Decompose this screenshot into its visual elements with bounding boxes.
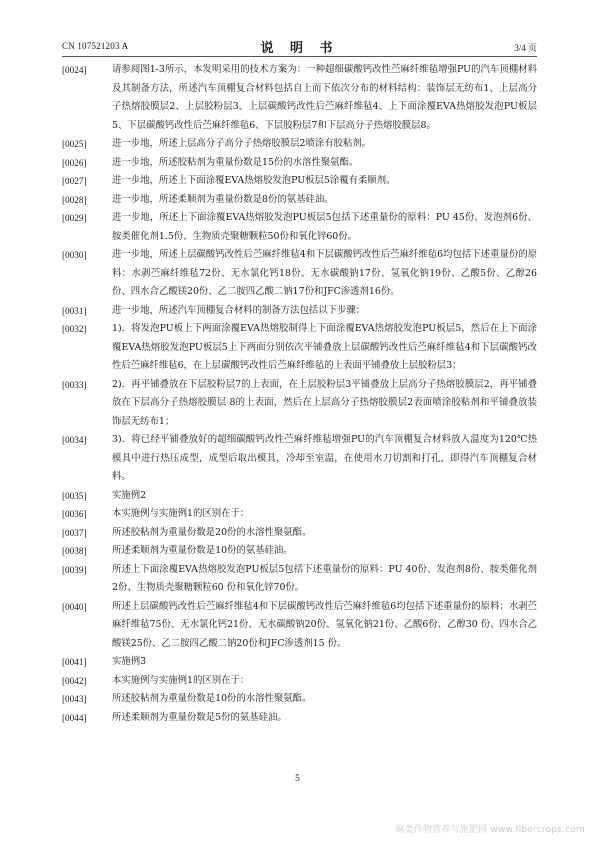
paragraph-text: 所述柔顺剂为重量份数是10份的氨基硅油。	[112, 545, 293, 556]
paragraph-text: 实施例2	[112, 489, 147, 501]
paragraph-text: 进一步地，所述上层碳酸钙改性后苎麻纤维毡4和下层碳酸钙改性后苎麻纤维毡6均包括下述重量份的原料：水剥苎麻纤维毡72份、无水氯化钙18份、无水碳酸钠17份、氢氧化钠19份、乙酸5份、乙醇26份、四水合乙酸镁20份、乙二胺四乙酸二钠17份和JFC渗透剂16份。	[112, 249, 537, 297]
paragraph-text: 进一步地，所述胶粘剂为重量份数是15份的水溶性聚氨酯。	[112, 156, 359, 168]
paragraph-number: [0043]	[62, 694, 87, 704]
paragraph-number: [0038]	[62, 546, 87, 556]
paragraph-text: 所述上层碳酸钙改性后苎麻纤维毡4和下层碳酸钙改性后苎麻纤维毡6均包括下述重量份的原料：水剥苎麻纤维毡75份、无水氯化钙21份、无水碳酸钠20份、氢氧化钠21份、乙酸6份、乙醇30 份、四水合乙酸镁25份、乙二胺四乙酸二钠20份和JFC渗透剂15 份。	[112, 600, 537, 649]
paragraph-text: 本实施例与实施例1的区别在于：	[112, 674, 250, 686]
paragraph-text: 3)．将已经平铺叠放好的超细碳酸钙改性苎麻纤维毡增强PU的汽车顶棚复合材料放入温度为120℃热模具中进行热压成型，成型后取出模具，冷却至室温，在使用水刀切割和打孔，即得汽车顶棚复合材料。	[112, 434, 537, 482]
paragraph-text: 进一步地，所述上层高分子高分子热熔胶膜层2喷涂有胶粘剂。	[112, 138, 372, 149]
paragraph	[62, 709, 537, 728]
paragraph	[62, 154, 537, 173]
paragraph-number: [0039]	[62, 564, 87, 575]
paragraph-number: [0036]	[62, 509, 87, 519]
paragraph	[62, 246, 537, 302]
paragraph-text: 进一步地，所述上下面涂覆EVA热熔胶发泡PU板层5涂覆有柔顺剂。	[112, 175, 396, 186]
paragraph-number: [0028]	[62, 194, 87, 205]
paragraph-text: 实施例3	[112, 656, 147, 667]
paragraph	[62, 524, 537, 543]
paragraph	[62, 191, 537, 210]
paragraph	[62, 598, 537, 654]
paragraph-number: [0035]	[62, 490, 87, 501]
document-title: 说 明 书	[260, 41, 339, 56]
paragraph	[62, 135, 537, 154]
paragraph-number: [0040]	[62, 601, 87, 612]
paragraph-number: [0027]	[62, 176, 87, 186]
page-number: 5	[295, 774, 300, 784]
paragraph-number: [0041]	[62, 657, 87, 667]
paragraph-text: 所述胶粘剂为重量份数是10份的水溶性聚氨酯。	[112, 693, 312, 704]
paragraph-text: 进一步地，所述上下面涂覆EVA热熔胶发泡PU板层5包括下述重量份的原料：PU 45份、发泡剂6份、胺类催化剂1.5份、生物质壳聚糖颗粒50份和氧化锌60份。	[112, 212, 537, 242]
paragraph-number: [0044]	[62, 712, 87, 723]
paragraph	[62, 542, 537, 561]
header-divider	[62, 56, 537, 57]
paragraph	[62, 61, 537, 135]
page-header	[62, 38, 537, 54]
paragraph-number: [0026]	[62, 157, 87, 168]
paragraph	[62, 672, 537, 691]
paragraph-text: 请参阅图1-3所示，本发明采用的技术方案为：一种超细碳酸钙改性苎麻纤维毡增强PU的汽车顶棚材料及其制备方法，所述汽车顶棚复合材料包括自上而下依次分布的材料结构：装饰层无纺布1、上层高分子热熔胶膜层2、上层胶粉层3、上层碳酸钙改性后苎麻纤维毡4、上下面涂覆EVA热熔胶发泡PU板层5、下层碳酸钙改性后苎麻纤维毡6、下层胶粉层7和下层高分子热熔胶膜层8。	[112, 64, 537, 131]
paragraph	[62, 487, 537, 506]
paragraph	[62, 505, 537, 524]
paragraph	[62, 561, 537, 598]
paragraph	[62, 431, 537, 487]
patent-number: CN 107521203 A	[62, 41, 129, 51]
paragraph-number: [0025]	[62, 139, 87, 149]
document-body	[62, 61, 537, 727]
paragraph-text: 1)．将发泡PU板上下两面涂覆EVA热熔胶制得上下面涂覆EVA热熔胶发泡PU板层5，然后在上下面涂覆EVA热熔胶发泡PU板层5上下两面分别依次平铺叠放上层碳酸钙改性后苎麻纤维毡4和下层碳酸钙改性后苎麻纤维毡6，在上层碳酸钙改性后苎麻纤维毡的上表面平铺叠放上层胶粉层3；	[112, 323, 537, 371]
paragraph-number: [0024]	[62, 65, 87, 75]
paragraph-text: 2)．再平铺叠放在下层胶粉层7的上表面，在上层胶粉层3平铺叠放上层高分子热熔胶膜层2，再平铺叠放在下层高分子热熔胶膜层 8的上表面，然后在上层高分子热熔胶膜层2表面喷涂胶粘剂和平铺叠放装饰层无纺布1；	[112, 378, 537, 427]
paragraph	[62, 653, 537, 672]
paragraph-number: [0030]	[62, 250, 87, 260]
paragraph-number: [0037]	[62, 527, 87, 538]
paragraph	[62, 320, 537, 376]
paragraph-text: 所述胶粘剂为重量份数是20份的水溶性聚氨酯。	[112, 526, 312, 538]
paragraph-text: 所述柔顺剂为重量份数是5份的氨基硅油。	[112, 711, 287, 723]
paragraph-text: 进一步地，所述汽车顶棚复合材料的制备方法包括以下步骤：	[112, 304, 366, 316]
paragraph-number: [0042]	[62, 675, 87, 686]
paragraph-text: 所述上下面涂覆EVA热熔胶发泡PU板层5包括下述重量份的原料：PU 40份、发泡剂8份、胺类催化剂2份、生物质壳聚糖颗粒60 份和氧化锌70份。	[112, 563, 537, 593]
paragraph	[62, 376, 537, 432]
paragraph-number: [0031]	[62, 305, 87, 316]
watermark-text: 麻类作物营养与施肥网 www.fibercrops.com	[395, 825, 585, 835]
paragraph	[62, 302, 537, 321]
paragraph	[62, 172, 537, 191]
paragraph-text: 进一步地，所述柔顺剂为重量份数是8份的氨基硅油。	[112, 193, 334, 205]
paragraph-number: [0029]	[62, 213, 87, 223]
paragraph-text: 本实施例与实施例1的区别在于：	[112, 508, 250, 519]
page-of-total: 3/4 页	[514, 43, 537, 53]
paragraph-number: [0033]	[62, 379, 87, 390]
paragraph	[62, 690, 537, 709]
paragraph-number: [0032]	[62, 324, 87, 334]
paragraph-number: [0034]	[62, 435, 87, 445]
paragraph	[62, 209, 537, 246]
